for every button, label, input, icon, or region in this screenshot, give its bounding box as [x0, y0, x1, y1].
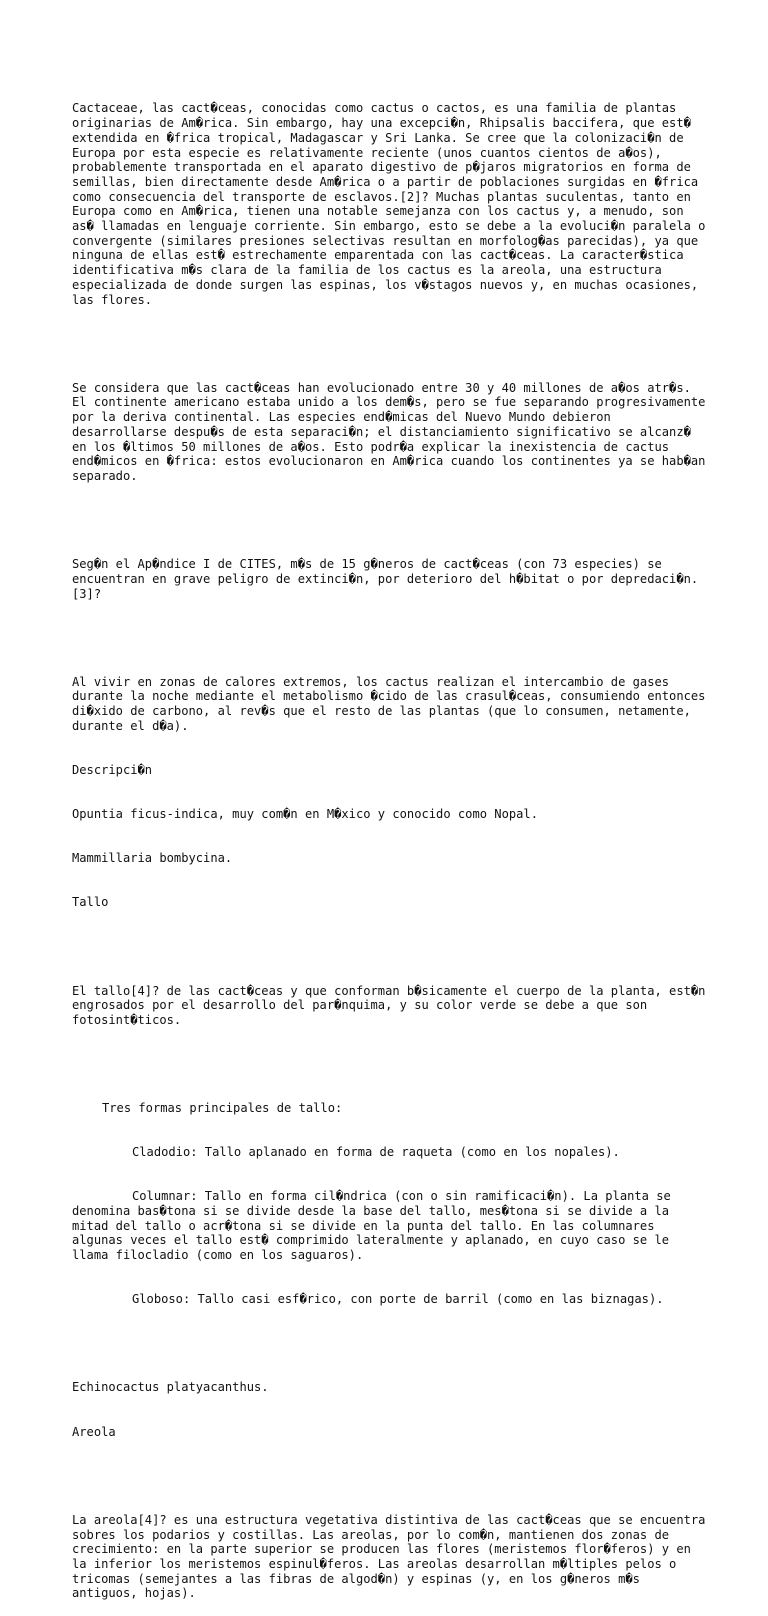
paragraph-gap: [72, 1469, 712, 1484]
caption-opuntia: Opuntia ficus-indica, muy com�n en M�xico y conocido como Nopal.: [72, 807, 538, 822]
caption-mammillaria: Mammillaria bombycina.: [72, 851, 233, 866]
paragraph-gap: [72, 939, 712, 954]
paragraph-gap: [72, 631, 712, 646]
paragraph-cites: Seg�n el Ap�ndice I de CITES, m�s de 15 g�neros de cact�ceas (con 73 especies) se encuentran en grave peligro de extinci�n, por deterioro del h�bitat o por depredaci�n.[3]?: [72, 557, 699, 601]
list-item-globoso: Globoso: Tallo casi esf�rico, con porte de barril (como en las biznagas).: [132, 1292, 664, 1307]
paragraph-metabolism: Al vivir en zonas de calores extremos, los cactus realizan el intercambio de gases durante la noche mediante el metabolismo �cido de las crasul�ceas, consumiendo entonces di�xido de carbono, al rev�s que el resto de las plantas (que lo consumen, netamente, durante el d�a).: [72, 674, 713, 733]
paragraph-gap: [72, 513, 712, 528]
caption-echinocactus: Echinocactus platyacanthus.: [72, 1380, 269, 1395]
paragraph-evolution: Se considera que las cact�ceas han evolucionado entre 30 y 40 millones de a�os atr�s. El continente americano estaba unido a los dem�s, pero se fue separando progresivamente por la deriva continental. Las especies end�micas del Nuevo Mundo debieron desarrollarse despu�s de esta separaci�n; el distanciamiento significativo se alcanz� en los �ltimos 50 millones de a�os. Esto podr�a explicar la inexistencia de cactus end�micos en �frica: estos evolucionaron en Am�rica cuando los continentes ya se hab�an separado.: [72, 380, 713, 483]
heading-tallo: Tallo: [72, 895, 109, 910]
heading-descripcion: Descripci�n: [72, 763, 153, 777]
paragraph-tallo: El tallo[4]? de las cact�ceas y que conforman b�sicamente el cuerpo de la planta, est�n engrosados por el desarrollo del par�nquima, y su color verde se debe a que son fotosint�ticos.: [72, 983, 713, 1027]
list-item-columnar: Columnar: Tallo en forma cil�ndrica (con o sin ramificaci�n). La planta se denomina bas�tona si se divide desde la base del tallo, mes�tona si se divide a la mitad del tallo o acr�tona si se divide en la punta del tallo. En las columnares algunas veces el tallo est� comprimido lateralmente y aplanado, en cuyo caso se le llama filocladio (como en los saguaros).: [72, 1189, 679, 1263]
heading-areola: Areola: [72, 1424, 116, 1439]
list-title-tallo: Tres formas principales de tallo:: [102, 1101, 343, 1116]
paragraph-gap: [72, 337, 712, 352]
paragraph-areola: La areola[4]? es una estructura vegetativa distintiva de las cact�ceas que se encuentra sobres los podarios y costillas. Las areolas, por lo com�n, mantienen dos zonas de crecimiento: en la parte superior se producen las flores (meristemos flor�feros) y en la inferior los meristemos espinul�feros. Las areolas desarrollan m�ltiples pelos o tricomas (semejantes a las fibras de algod�n) y espinas (y, en los g�neros m�s antiguos, hojas).: [72, 1512, 713, 1601]
paragraph-gap: [72, 1336, 712, 1351]
list-item-cladodio: Cladodio: Tallo aplanado en forma de raqueta (como en los nopales).: [132, 1145, 620, 1160]
paragraph-gap: [72, 1057, 712, 1072]
document-body: [72, 72, 712, 1616]
paragraph-intro: Cactaceae, las cact�ceas, conocidas como cactus o cactos, es una familia de plantas originarias de Am�rica. Sin embargo, hay una excepci�n, Rhipsalis baccifera, que est� extendida en �frica tropical, Madagascar y Sri Lanka. Se cree que la colonizaci�n de Europa por esta especie es relativamente reciente (unos cuantos cientos de a�os), probablemente transportada en el aparato digestivo de p�jaros migratorios en forma de semillas, bien directamente desde Am�rica o a partir de poblaciones surgidas en �frica como consecuencia del transporte de esclavos.[2]? Muchas plantas suculentas, tanto en Europa como en Am�rica, tienen una notable semejanza con los cactus y, a menudo, son as� llamadas en lenguaje corriente. Sin embargo, esto se debe a la evoluci�n paralela o convergente (similares presiones selectivas resultan en morfolog�as parecidas), ya que ninguna de ellas est� estrechamente emparentada con las cact�ceas. La caracter�stica identificativa m�s clara de la familia de los cactus es la areola, una estructura especializada de donde surgen las espinas, los v�stagos nuevos y, en muchas ocasiones, las flores.: [72, 101, 713, 307]
